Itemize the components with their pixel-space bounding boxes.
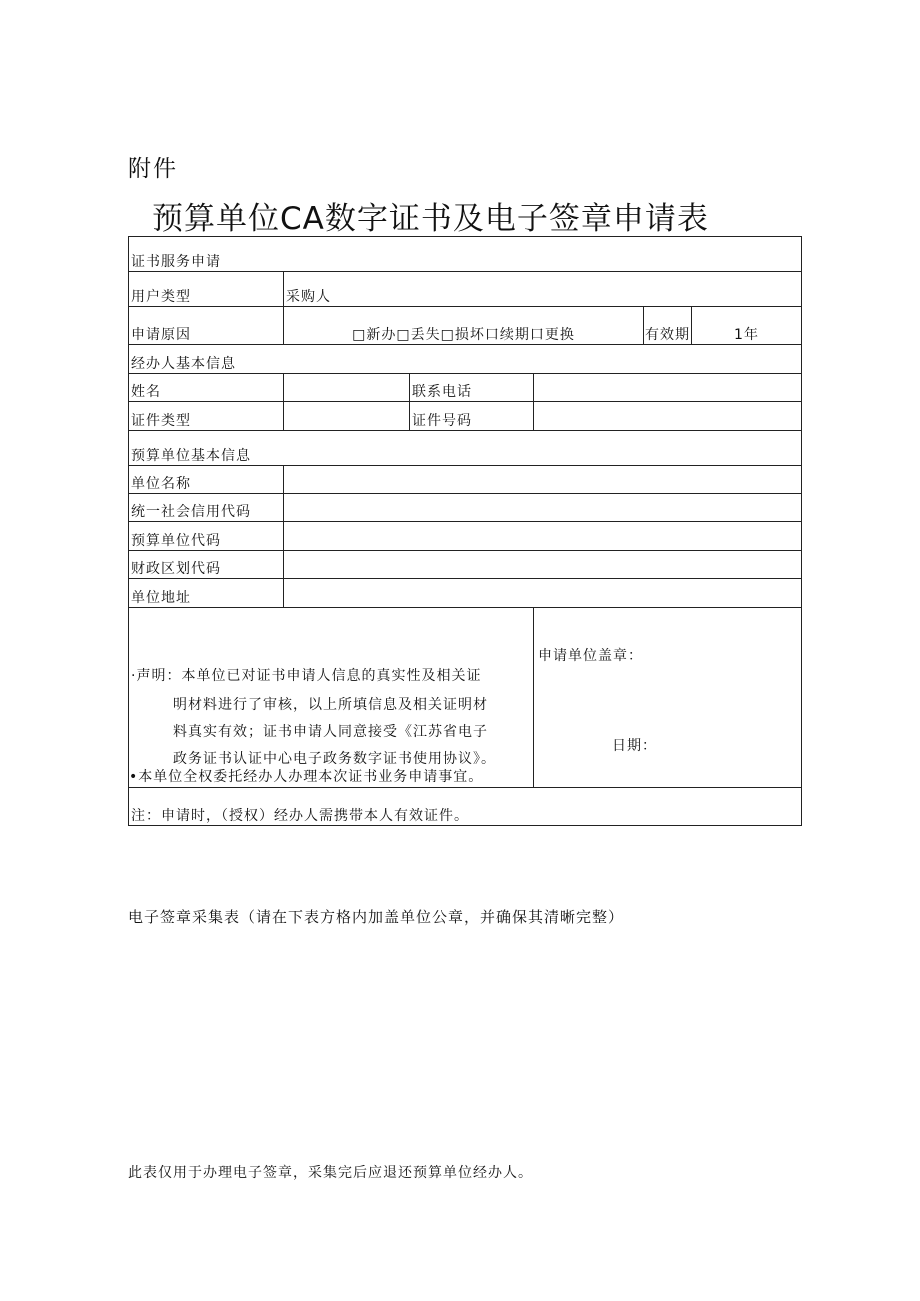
declaration-row	[129, 608, 802, 788]
user-type-value[interactable]: 采购人	[284, 272, 802, 307]
unit-section-row	[129, 431, 802, 466]
unit-name-field[interactable]	[284, 466, 802, 494]
service-section-heading: 证书服务申请	[129, 237, 802, 272]
handler-section-row	[129, 345, 802, 374]
id-type-field[interactable]	[284, 402, 410, 431]
seal-collection-footer: 此表仅用于办理电子签章，采集完后应退还预算单位经办人。	[128, 1165, 533, 1181]
application-form-table	[128, 236, 802, 826]
validity-value[interactable]: 1年	[692, 307, 802, 345]
handler-section-heading: 经办人基本信息	[129, 345, 802, 374]
user-type-label: 用户类型	[129, 272, 284, 307]
finance-code-field[interactable]	[284, 551, 802, 579]
address-label: 单位地址	[129, 579, 284, 608]
reason-label: 申请原因	[129, 307, 284, 345]
declaration-cell	[129, 608, 534, 788]
finance-code-row	[129, 551, 802, 579]
id-number-field[interactable]	[534, 402, 802, 431]
attachment-label: 附件	[128, 156, 178, 182]
seal-cell[interactable]	[534, 608, 802, 788]
validity-label: 有效期	[644, 307, 692, 345]
user-type-row	[129, 272, 802, 307]
credit-code-label: 统一社会信用代码	[129, 494, 284, 522]
finance-code-label: 财政区划代码	[129, 551, 284, 579]
credit-code-field[interactable]	[284, 494, 802, 522]
budget-code-field[interactable]	[284, 522, 802, 551]
declaration-line-1: ·声明：本单位已对证书申请人信息的真实性及相关证	[131, 668, 482, 684]
id-row	[129, 402, 802, 431]
phone-label: 联系电话	[410, 374, 534, 402]
reason-options[interactable]: □新办□丢失□损坏口续期口更换	[284, 307, 644, 345]
service-section-row	[129, 237, 802, 272]
declaration-line-5: •本单位全权委托经办人办理本次证书业务申请事宜。	[129, 769, 484, 785]
credit-code-row	[129, 494, 802, 522]
budget-code-row	[129, 522, 802, 551]
budget-code-label: 预算单位代码	[129, 522, 284, 551]
unit-name-label: 单位名称	[129, 466, 284, 494]
name-label: 姓名	[129, 374, 284, 402]
declaration-line-3: 料真实有效；证书申请人同意接受《江苏省电子	[173, 724, 488, 740]
id-number-label: 证件号码	[410, 402, 534, 431]
declaration-line-4: 政务证书认证中心电子政务数字证书使用协议》。	[173, 751, 496, 767]
address-field[interactable]	[284, 579, 802, 608]
note-row	[129, 788, 802, 826]
unit-section-heading: 预算单位基本信息	[129, 431, 802, 466]
phone-field[interactable]	[534, 374, 802, 402]
note-text: 注：申请时，（授权）经办人需携带本人有效证件。	[129, 788, 802, 826]
name-field[interactable]	[284, 374, 410, 402]
name-phone-row	[129, 374, 802, 402]
date-label: 日期：	[612, 738, 657, 754]
seal-collection-heading: 电子签章采集表（请在下表方格内加盖单位公章，并确保其清晰完整）	[128, 908, 625, 926]
seal-label: 申请单位盖章：	[538, 648, 643, 664]
id-type-label: 证件类型	[129, 402, 284, 431]
unit-name-row	[129, 466, 802, 494]
address-row	[129, 579, 802, 608]
declaration-line-2: 明材料进行了审核，以上所填信息及相关证明材	[173, 697, 488, 713]
reason-row	[129, 307, 802, 345]
form-title: 预算单位CA数字证书及电子签章申请表	[152, 201, 709, 237]
